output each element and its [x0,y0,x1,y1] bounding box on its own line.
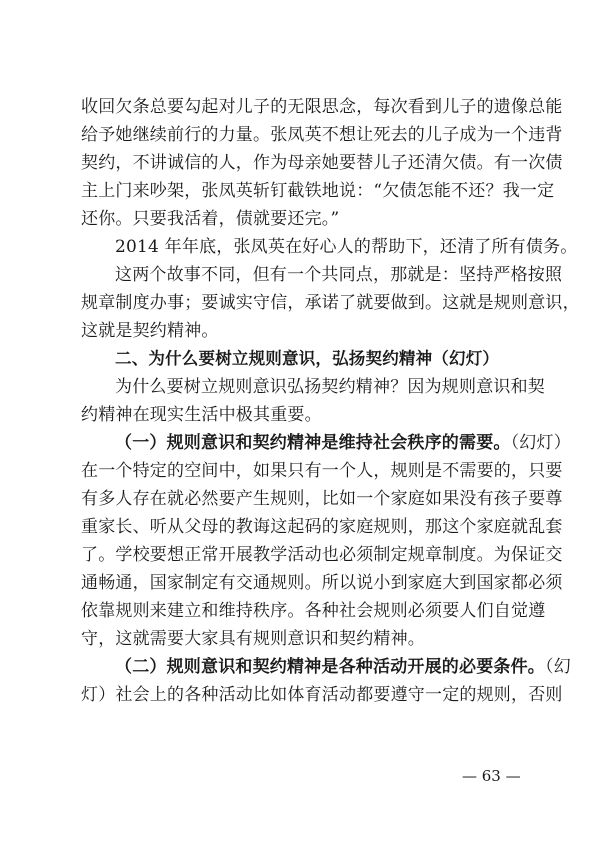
text-line: 这两个故事不同，但有一个共同点，那就是：坚持严格按照 [115,265,563,285]
text-line: 这就是契约精神。 [81,321,219,341]
subsection-heading-line [81,653,571,681]
text-line: 主上门来吵架，张凤英斩钉截铁地说：“欠债怎能不还？我一定 [81,181,555,201]
subsection-heading: （一）规则意识和契约精神是维持社会秩序的需要。 [115,433,511,453]
text-line: 给予她继续前行的力量。张凤英不想让死去的儿子成为一个违背 [81,125,563,145]
page-body [81,93,580,709]
text-line: 契约，不讲诚信的人，作为母亲她要替儿子还清欠债。有一次债 [81,153,563,173]
slide-note: （幻 [545,657,571,677]
text-line: 在一个特定的空间中，如果只有一个人，规则是不需要的，只要 [81,461,563,481]
text-line: 约精神在现实生活中极其重要。 [81,405,322,425]
text-line: 重家长、听从父母的教诲这起码的家庭规则，那这个家庭就乱套 [81,517,563,537]
subsection-heading-line [81,429,571,457]
text-line: 2014 年年底，张凤英在好心人的帮助下，还清了所有债务。 [115,237,578,257]
text-line: 为什么要树立规则意识弘扬契约精神？因为规则意识和契 [115,377,545,397]
text-line: 灯）社会上的各种活动比如体育活动都要遵守一定的规则，否则 [81,685,563,705]
text-line: 有多人存在就必然要产生规则，比如一个家庭如果没有孩子要尊 [81,489,563,509]
slide-note: （幻灯） [510,433,571,453]
text-line: 规章制度办事；要诚实守信，承诺了就要做到。这就是规则意识， [81,293,580,313]
subsection-heading: （二）规则意识和契约精神是各种活动开展的必要条件。 [115,657,545,677]
text-line: 守，这就需要大家具有规则意识和契约精神。 [81,629,425,649]
text-line: 了。学校要想正常开展教学活动也必须制定规章制度。为保证交 [81,545,563,565]
text-line: 通畅通，国家制定有交通规则。所以说小到家庭大到国家都必须 [81,573,563,593]
text-line: 依靠规则来建立和维持秩序。各种社会规则必须要人们自觉遵 [81,601,546,621]
text-line: 还你。只要我活着，债就要还完。” [81,209,340,229]
page-number: — 63 — [462,767,521,785]
text-line: 收回欠条总要勾起对儿子的无限思念，每次看到儿子的遗像总能 [81,97,563,117]
section-heading: 二、为什么要树立规则意识，弘扬契约精神（幻灯） [115,349,500,368]
